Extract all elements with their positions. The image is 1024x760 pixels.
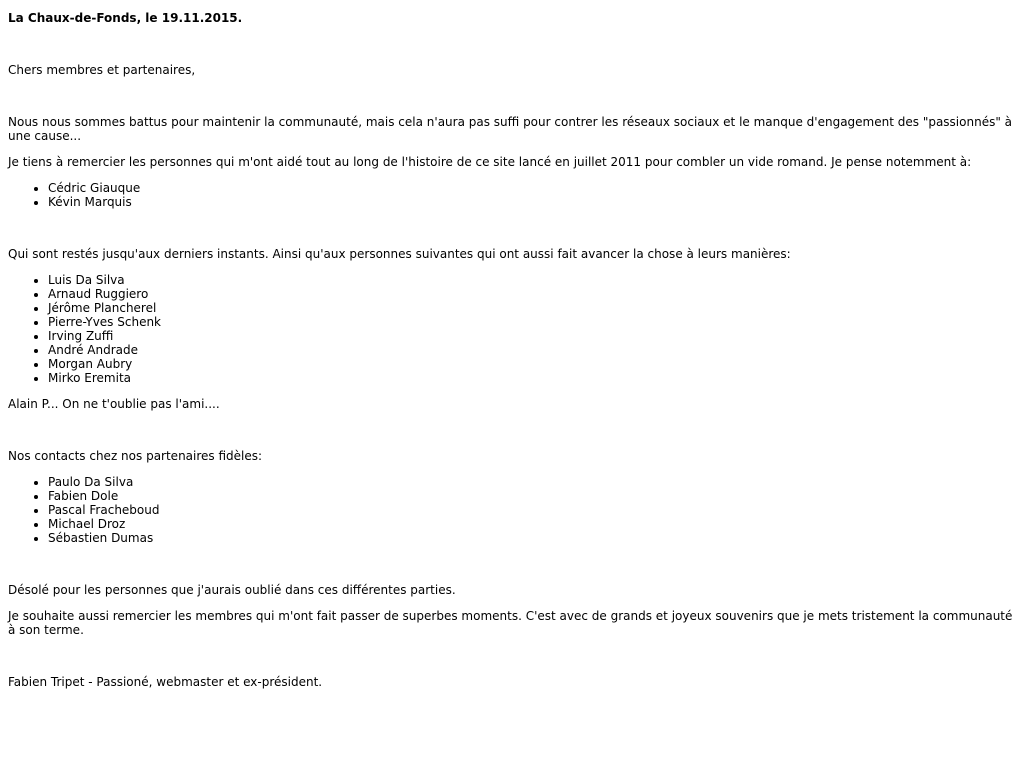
stayed-paragraph: Qui sont restés jusqu'aux derniers instants. Ainsi qu'aux personnes suivantes qui ont aussi fait avancer la chose à leurs manières: [8,247,791,261]
spacer [8,423,1016,449]
apology-paragraph: Désolé pour les personnes que j'aurais oublié dans ces différentes parties. [8,583,456,597]
spacer [8,649,1016,675]
list-item: • Luis Da Silva [48,273,1016,287]
contributors-list [8,273,1016,385]
partners-intro-paragraph: Nos contacts chez nos partenaires fidèles: [8,449,263,463]
list-item: • Jérôme Plancherel [48,301,1016,315]
greeting: Chers membres et partenaires, [8,63,196,77]
list-item: • Irving Zuffi [48,329,1016,343]
tribute-paragraph: Alain P... On ne t'oublie pas l'ami.... [8,397,220,411]
dateline: La Chaux-de-Fonds, le 19.11.2015. [8,11,243,25]
list-item: • Pierre-Yves Schenk [48,315,1016,329]
intro-paragraph: Nous nous sommes battus pour maintenir la communauté, mais cela n'aura pas suffi pour contrer les réseaux sociaux et le manque d'engagement des "passionnés" à une cause... [8,115,1013,143]
spacer [8,89,1016,115]
list-item: • Michael Droz [48,517,1016,531]
thanks-intro-paragraph: Je tiens à remercier les personnes qui m'ont aidé tout au long de l'histoire de ce site lancé en juillet 2011 pour combler un vide romand. Je pense notemment à: [8,155,972,169]
core-team-list [8,181,1016,209]
closing-paragraph: Je souhaite aussi remercier les membres qui m'ont fait passer de superbes moments. C'est avec de grands et joyeux souvenirs que je mets tristement la communauté à son terme. [8,609,1013,637]
spacer [8,557,1016,583]
list-item: • Morgan Aubry [48,357,1016,371]
list-item: • Mirko Eremita [48,371,1016,385]
signature: Fabien Tripet - Passioné, webmaster et ex-président. [8,675,323,689]
list-item: • Arnaud Ruggiero [48,287,1016,301]
list-item: • Pascal Fracheboud [48,503,1016,517]
list-item: • Sébastien Dumas [48,531,1016,545]
list-item: • Kévin Marquis [48,195,1016,209]
spacer [8,221,1016,247]
list-item: • Paulo Da Silva [48,475,1016,489]
list-item: • Fabien Dole [48,489,1016,503]
list-item: • Cédric Giauque [48,181,1016,195]
spacer [8,37,1016,63]
partners-list [8,475,1016,545]
list-item: • André Andrade [48,343,1016,357]
